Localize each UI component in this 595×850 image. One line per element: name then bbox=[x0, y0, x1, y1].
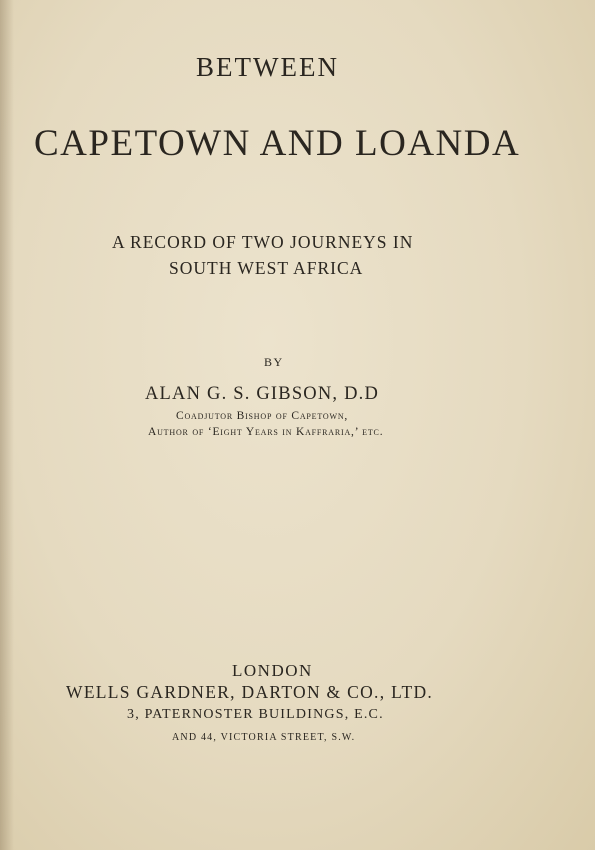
spine-shadow bbox=[0, 0, 14, 850]
imprint-publisher: WELLS GARDNER, DARTON & CO., LTD. bbox=[66, 682, 434, 702]
imprint-address-2: AND 44, VICTORIA STREET, S.W. bbox=[172, 732, 356, 743]
subtitle-line-2: SOUTH WEST AFRICA bbox=[169, 258, 364, 278]
author-name: ALAN G. S. GIBSON, D.D bbox=[145, 384, 380, 404]
imprint-address-1: 3, PATERNOSTER BUILDINGS, E.C. bbox=[127, 707, 384, 722]
imprint-city: LONDON bbox=[232, 661, 313, 680]
subtitle-line-1: A RECORD OF TWO JOURNEYS IN bbox=[112, 232, 414, 252]
by-label: BY bbox=[264, 355, 284, 369]
title-line-2: CAPETOWN AND LOANDA bbox=[34, 123, 521, 164]
author-role-2: Author of ‘Eight Years in Kaffraria,’ etc. bbox=[148, 426, 384, 438]
title-line-1: BETWEEN bbox=[196, 52, 339, 82]
author-role-1: Coadjutor Bishop of Capetown, bbox=[176, 410, 349, 422]
